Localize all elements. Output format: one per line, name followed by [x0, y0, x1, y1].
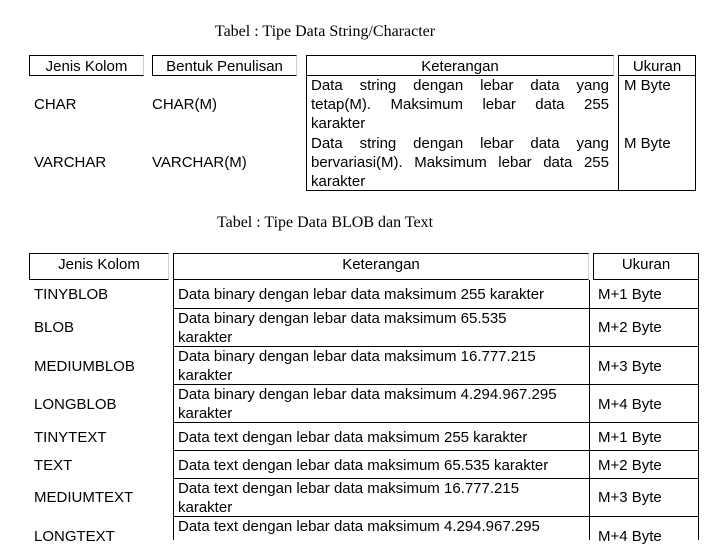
table1-divider	[695, 76, 696, 191]
table2-cell-jenis: MEDIUMTEXT	[34, 489, 134, 506]
table2-cell-keterangan: Data text dengan lebar data maksimum 4.294.967.295	[178, 518, 540, 535]
table1-caption: Tabel : Tipe Data String/Character	[214, 23, 436, 40]
table2-cell-jenis: BLOB	[34, 319, 75, 336]
table1-header-keterangan: Keterangan	[306, 55, 614, 76]
table2-cell-ukuran: M+1 Byte	[598, 286, 662, 303]
table2-header-ukuran: Ukuran	[593, 253, 699, 280]
table1-header-jenis: Jenis Kolom	[29, 55, 144, 76]
table2-cell-ukuran: M+2 Byte	[598, 457, 662, 474]
table1-cell-keterangan: Data string dengan lebar data yang bervariasi(M). Maksimum lebar data 255 karakter	[311, 135, 609, 190]
table2-cell-keterangan: Data text dengan lebar data maksimum 65.535 karakter	[178, 457, 549, 474]
table2-cell-ukuran: M+4 Byte	[598, 396, 662, 413]
table2-header-jenis: Jenis Kolom	[29, 253, 169, 280]
table1-header-ukuran: Ukuran	[618, 55, 696, 76]
table1-cell-jenis: VARCHAR	[34, 154, 107, 171]
table2-cell-jenis: TEXT	[34, 457, 73, 474]
table1-header-row	[0, 55, 720, 76]
table2-cell-jenis: TINYTEXT	[34, 429, 107, 446]
table2-cell-ukuran: M+3 Byte	[598, 358, 662, 375]
table2-cell-jenis: MEDIUMBLOB	[34, 358, 135, 375]
table1-cell-keterangan: Data string dengan lebar data yang tetap(M). Maksimum lebar data 255 karakter	[311, 77, 609, 132]
table2-cell-ukuran: M+4 Byte	[598, 528, 662, 545]
table2-cell-keterangan: Data binary dengan lebar data maksimum 255 karakter	[178, 286, 545, 303]
table1-cell-ukuran: M Byte	[624, 135, 671, 152]
table2-divider	[698, 280, 699, 540]
table2-header-row	[0, 253, 720, 281]
table2-cell-keterangan: Data text dengan lebar data maksimum 255 karakter	[178, 429, 528, 446]
table1-cell-bentuk: VARCHAR(M)	[152, 154, 247, 171]
table2-cell-jenis: LONGTEXT	[34, 528, 115, 545]
table1-cell-ukuran: M Byte	[624, 77, 671, 94]
table2-divider	[589, 280, 590, 540]
table2-divider	[173, 450, 699, 451]
table2-cell-ukuran: M+3 Byte	[598, 489, 662, 506]
table2-caption: Tabel : Tipe Data BLOB dan Text	[216, 214, 434, 231]
table2-cell-jenis: TINYBLOB	[34, 286, 109, 303]
table1-cell-jenis: CHAR	[34, 96, 77, 113]
table2-header-keterangan: Keterangan	[173, 253, 589, 280]
table2-cell-keterangan: Data binary dengan lebar data maksimum 4.294.967.295 karakter	[178, 386, 557, 422]
table1-cell-bentuk: CHAR(M)	[152, 96, 217, 113]
table2-cell-keterangan: Data text dengan lebar data maksimum 16.777.215 karakter	[178, 480, 520, 516]
table2-cell-ukuran: M+1 Byte	[598, 429, 662, 446]
table2-cell-jenis: LONGBLOB	[34, 396, 117, 413]
table2-divider	[173, 280, 174, 540]
table1-divider	[618, 76, 619, 191]
table1-divider	[306, 76, 307, 191]
table2-cell-keterangan: Data binary dengan lebar data maksimum 16.777.215 karakter	[178, 348, 536, 384]
table1-header-bentuk: Bentuk Penulisan	[152, 55, 297, 76]
table2-cell-ukuran: M+2 Byte	[598, 319, 662, 336]
table2-cell-keterangan: Data binary dengan lebar data maksimum 65.535 karakter	[178, 310, 507, 346]
